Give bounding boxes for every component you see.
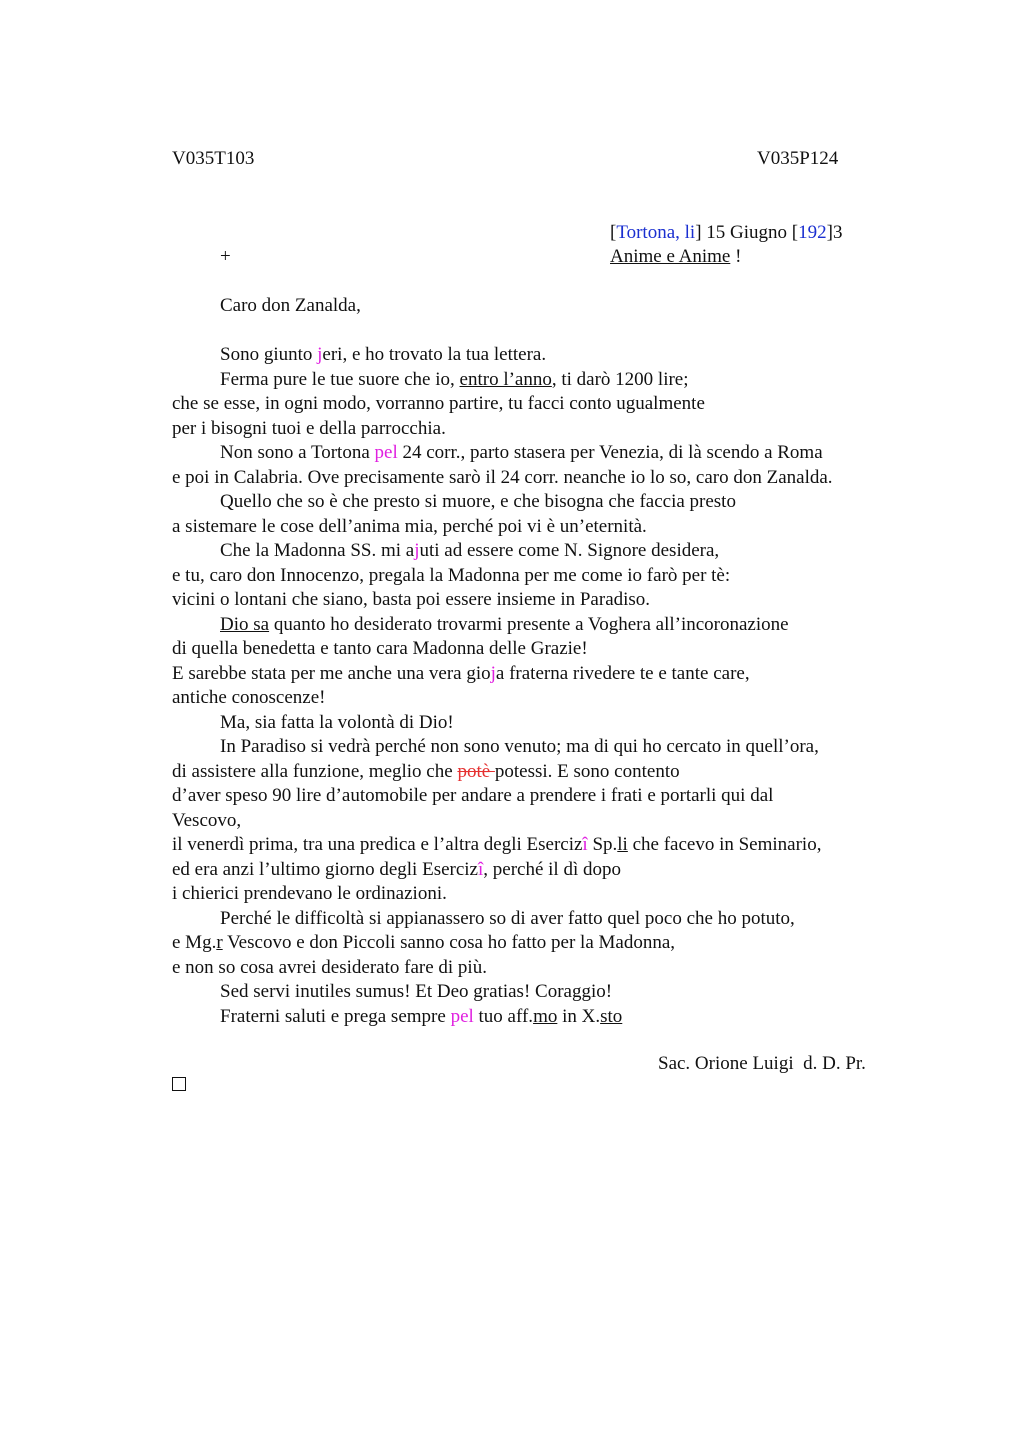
dateline: [Tortona, li] 15 Giugno [192]3 <box>610 222 843 243</box>
salutation: Caro don Zanalda, <box>220 295 361 316</box>
body-line: il venerdì prima, tra una predica e l’altra degli Esercizî Sp.li che facevo in Seminario, <box>172 834 822 855</box>
body-line: per i bisogni tuoi e della parrocchia. <box>172 417 446 439</box>
document-code-right: V035P124 <box>757 148 839 169</box>
body-line: Non sono a Tortona pel 24 corr., parto stasera per Venezia, di là scendo a Roma <box>220 442 823 463</box>
body-line: e tu, caro don Innocenzo, pregala la Madonna per me come io farò per tè: <box>172 564 731 586</box>
body-line: Quello che so è che presto si muore, e che bisogna che faccia presto <box>220 491 736 512</box>
motto: Anime e Anime ! <box>610 246 742 267</box>
body-line: a sistemare le cose dell’anima mia, perché poi vi è un’eternità. <box>172 515 647 537</box>
body-line: Ferma pure le tue suore che io, entro l’anno, ti darò 1200 lire; <box>220 368 689 390</box>
signature: Sac. Orione Luigi d. D. Pr. <box>658 1053 866 1074</box>
body-line: Fraterni saluti e prega sempre pel tuo aff.mo in X.sto <box>220 1005 623 1027</box>
body-line: Sed servi inutiles sumus! Et Deo gratias! Coraggio! <box>220 981 613 1002</box>
body-line: i chierici prendevano le ordinazioni. <box>172 883 447 904</box>
body-line: d’aver speso 90 lire d’automobile per andare a prendere i frati e portarli qui dal Vescovo, <box>172 785 774 831</box>
body-line: In Paradiso si vedrà perché non sono venuto; ma di qui ho cercato in quell’ora, <box>220 736 819 757</box>
body-line: che se esse, in ogni modo, vorranno partire, tu facci conto ugualmente <box>172 393 705 414</box>
body-line: Perché le difficoltà si appianassero so di aver fatto quel poco che ho potuto, <box>220 907 795 929</box>
checkbox-square-icon <box>172 1077 186 1091</box>
body-line: antiche conoscenze! <box>172 687 326 708</box>
body-line: vicini o lontani che siano, basta poi essere insieme in Paradiso. <box>172 589 651 610</box>
body-line: e Mg.r Vescovo e don Piccoli sanno cosa ho fatto per la Madonna, <box>172 932 676 953</box>
body-line: e non so cosa avrei desiderato fare di più. <box>172 956 487 978</box>
body-line: Sono giunto jeri, e ho trovato la tua lettera. <box>220 344 547 365</box>
body-line: di quella benedetta e tanto cara Madonna delle Grazie! <box>172 638 588 659</box>
document-code-left: V035T103 <box>172 148 255 169</box>
body-line: Dio sa quanto ho desiderato trovarmi presente a Voghera all’incoronazione <box>220 613 789 635</box>
body-line: Che la Madonna SS. mi ajuti ad essere come N. Signore desidera, <box>220 540 720 561</box>
body-line: e poi in Calabria. Ove precisamente sarò il 24 corr. neanche io lo so, caro don Zanalda. <box>172 466 833 488</box>
body-line: di assistere alla funzione, meglio che potè potessi. E sono contento <box>172 760 680 782</box>
year-insert: 192 <box>798 222 827 243</box>
body-line: Ma, sia fatta la volontà di Dio! <box>220 711 454 733</box>
place-insert: Tortona, li <box>616 222 696 243</box>
body-line: ed era anzi l’ultimo giorno degli Esercizî, perché il dì dopo <box>172 858 621 880</box>
deleted-word: potè <box>457 760 495 782</box>
cross-mark: + <box>220 246 231 267</box>
letter-body <box>172 343 902 1029</box>
body-line: E sarebbe stata per me anche una vera gioja fraterna rivedere te e tante care, <box>172 662 750 684</box>
